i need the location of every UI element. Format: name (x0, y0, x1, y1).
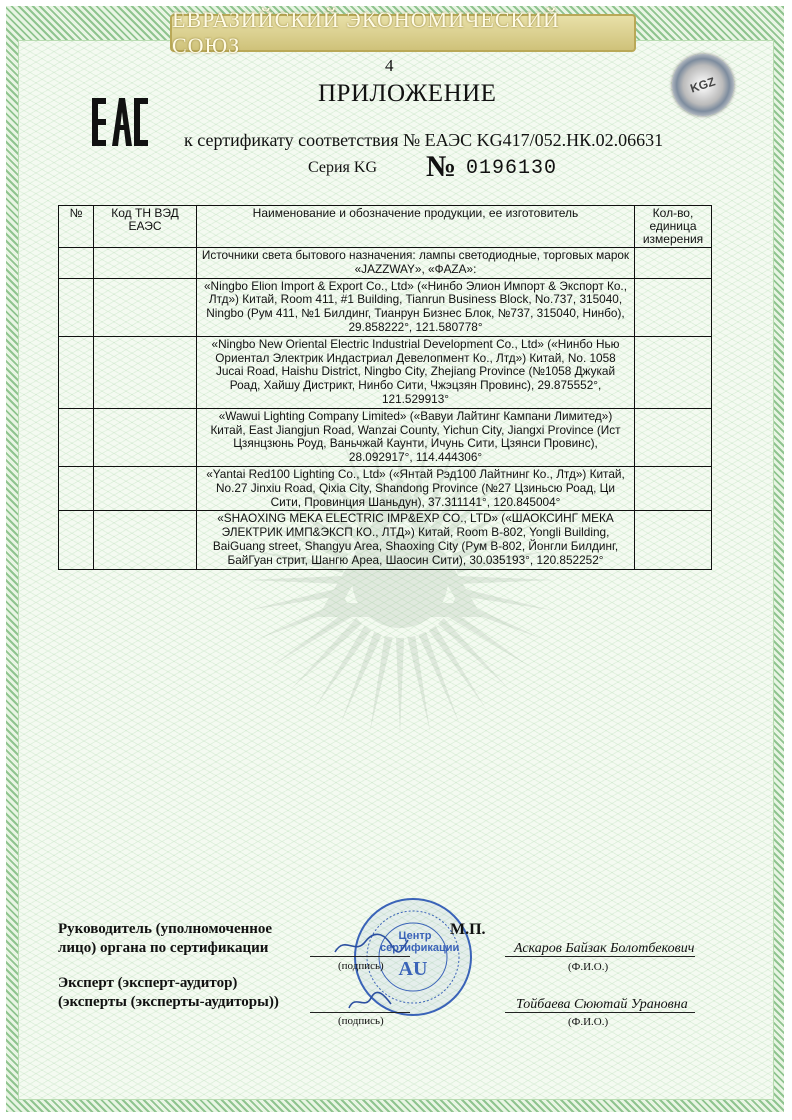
watermark-ray (458, 576, 555, 584)
header-number: № (59, 206, 94, 248)
head-signature (330, 930, 410, 958)
table-row (59, 278, 712, 336)
row-number (59, 278, 94, 336)
certificate-reference: к сертификату соответствия № ЕАЭС KG417/052.НК.02.06631 (184, 130, 664, 150)
row-description: «SHAOXING MEKA ELECTRIC IMP&EXP CO., LTD» («ШАОКСИНГ МЕКА ЭЛЕКТРИК ИМП&ЭКСП КО., ЛТД») Китай, Room B-802, Yongli Building, BaiGuang street, Shangyu Area, Shaoxing City (Рум B-802, Йонгли Билдинг, БайГуан стрит, Шангю Ареа, Шаосин Сити), 30.035193°, 120.852252° (197, 511, 635, 569)
stamp-letters: AU (398, 958, 428, 980)
head-signature-caption: (подпись) (338, 960, 384, 972)
table-header-row (59, 206, 712, 248)
row-number (59, 408, 94, 466)
row-number (59, 466, 94, 510)
row-description: «Yantai Red100 Lighting Co., Ltd» («Янтай Рэд100 Лайтнинг Ко., Лтд») Китай, No.27 Jinxiu Road, Qixia City, Shandong Province (№27 Цзиньсю Роад, Ци Сити, Провинция Шаньдун), 37.311141°, 120.845004° (197, 466, 635, 510)
serial-number: 0196130 (466, 157, 558, 180)
table-row (59, 248, 712, 279)
table-row (59, 511, 712, 569)
row-number (59, 336, 94, 408)
row-quantity (635, 248, 712, 279)
head-name: Аскаров Байзак Болотбекович (514, 941, 695, 956)
watermark-ray (396, 638, 404, 735)
row-quantity (635, 278, 712, 336)
table-row (59, 408, 712, 466)
row-code (94, 278, 197, 336)
row-number (59, 248, 94, 279)
row-description: Источники света бытового назначения: лампы светодиодные, торговых марок «JAZZWAY», «ФAZA»: (197, 248, 635, 279)
expert-fio-caption: (Ф.И.О.) (568, 1016, 609, 1028)
row-code (94, 408, 197, 466)
head-signature-line (310, 956, 410, 957)
row-quantity (635, 408, 712, 466)
row-quantity (635, 336, 712, 408)
watermark-ray (418, 632, 459, 723)
row-code (94, 248, 197, 279)
row-code (94, 511, 197, 569)
products-table (58, 205, 712, 570)
row-description: «Ningbo Elion Import & Export Co., Ltd» («Нинбо Элион Импорт & Экспорт Ко., Лтд») Китай, Room 411, #1 Building, Tianrun Business Block, No.737, 315040, Ningbo (Рум 411, №1 Билдинг, Тианрун Бизнес Блок, №737, 315040, Нинбо), 29.858222°, 121.580778° (197, 278, 635, 336)
expert-name: Тойбаева Сюютай Урановна (516, 997, 688, 1012)
expert-label: Эксперт (эксперт-аудитор) (эксперты (эксперты-аудиторы)) (58, 975, 279, 1010)
row-description: «Wawui Lighting Company Limited» («Вавуи Лайтинг Кампани Лимитед») Китай, East Jiangjun Road, Wanzai County, Yichun City, Jiangxi Province (Ист Цзянцзюнь Роуд, Ваньчжай Каунти, Ичунь Сити, Цзянси Провинс), 28.092917°, 114.444306° (197, 408, 635, 466)
head-label: Руководитель (уполномоченное лицо) органа по сертификации (58, 921, 273, 956)
table-row (59, 466, 712, 510)
page-title: ПРИЛОЖЕНИЕ (318, 80, 497, 107)
stamp-text: Центр сертификации (380, 930, 460, 954)
row-code (94, 466, 197, 510)
number-sign: № (426, 150, 457, 183)
expert-signature-line (310, 1012, 410, 1013)
expert-signature (345, 990, 395, 1014)
page-number: 4 (385, 56, 394, 75)
union-name: ЕВРАЗИЙСКИЙ ЭКОНОМИЧЕСКИЙ СОЮЗ (172, 7, 560, 58)
hologram-sticker (672, 54, 734, 116)
header-description: Наименование и обозначение продукции, ее изготовитель (197, 206, 635, 248)
table-row (59, 336, 712, 408)
row-number (59, 511, 94, 569)
row-quantity (635, 466, 712, 510)
watermark-ray (341, 632, 382, 723)
row-code (94, 336, 197, 408)
row-quantity (635, 511, 712, 569)
seal-mark-label: М.П. (450, 921, 486, 938)
series-label: Серия KG (308, 159, 377, 176)
hologram-label: KGZ (688, 74, 718, 96)
watermark-ray (245, 576, 342, 584)
header-quantity: Кол-во, единица измерения (635, 206, 712, 248)
union-header-band (170, 7, 636, 58)
head-fio-caption: (Ф.И.О.) (568, 961, 609, 973)
header-code: Код ТН ВЭД ЕАЭС (94, 206, 197, 248)
eac-logo (92, 98, 148, 146)
expert-signature-caption: (подпись) (338, 1015, 384, 1027)
row-description: «Ningbo New Oriental Electric Industrial Development Co., Ltd» («Нинбо Нью Ориентал Электрик Индастриал Девелопмент Ко., Лтд») Китай, No. 1058 Jucai Road, Haishu District, Ningbo City, Zhejiang Province (№1058 Джукай Роад, Хайшу Дистрикт, Нинбо Сити, Чжэцзян Провинс), 29.875552°, 121.529913° (197, 336, 635, 408)
